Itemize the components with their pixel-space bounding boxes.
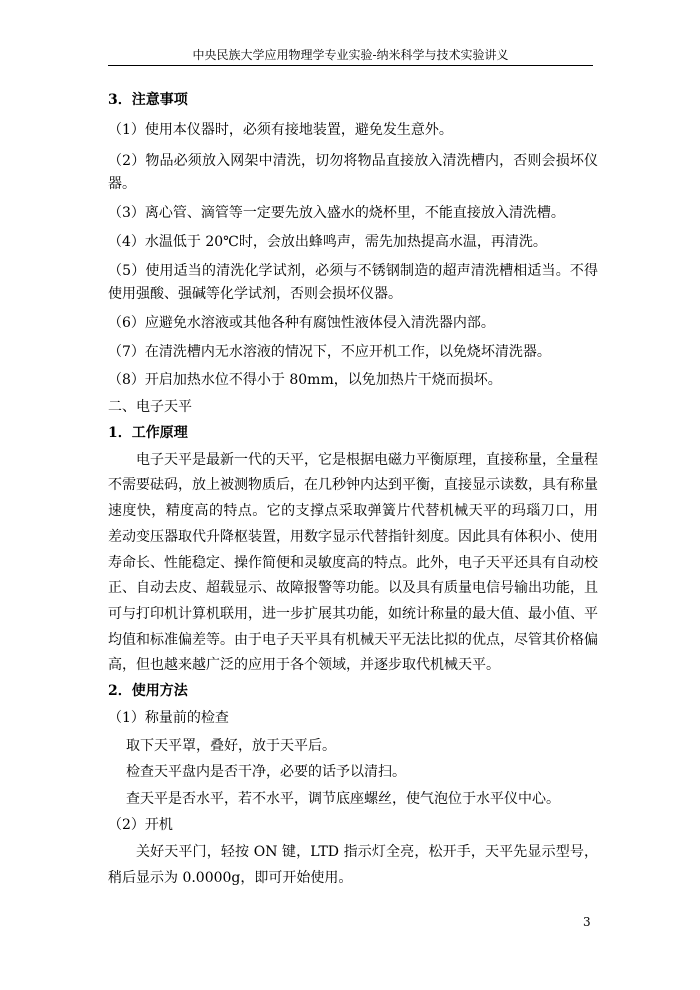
paragraph-line: （1）使用本仪器时，必须有接地装置，避免发生意外。 <box>108 122 453 138</box>
paragraph-line: （2）物品必须放入网架中清洗，切勿将物品直接放入清洗槽内，否则会损坏仪 <box>108 153 598 169</box>
paragraph-line: 正、自动去皮、超载显示、故障报警等功能。以及具有质量电信号输出功能，且 <box>108 580 598 596</box>
paragraph-line: 均值和标准偏差等。由于电子天平具有机械天平无法比拟的优点，尽管其价格偏 <box>108 632 598 648</box>
paragraph-line: 可与打印机计算机联用，进一步扩展其功能，如统计称量的最大值、最小值、平 <box>108 606 598 622</box>
paragraph-line: （8）开启加热水位不得小于 80mm，以免加热片干烧而损坏。 <box>108 372 502 388</box>
paragraph-line: （4）水温低于 20℃时，会放出蜂鸣声，需先加热提高水温，再清洗。 <box>108 234 547 250</box>
page-header: 中央民族大学应用物理学专业实验-纳米科学与技术实验讲义 <box>192 48 509 62</box>
section-heading: 2．使用方法 <box>108 683 188 699</box>
paragraph-line: （7）在清洗槽内无水溶液的情况下，不应开机工作，以免烧坏清洗器。 <box>108 344 551 360</box>
paragraph-line: 使用强酸、强碱等化学试剂，否则会损坏仪器。 <box>108 286 402 302</box>
paragraph-line: 稍后显示为 0.0000g，即可开始使用。 <box>108 870 353 886</box>
paragraph-line: 关好天平门，轻按 ON 键，LTD 指示灯全亮，松开手，天平先显示型号， <box>136 844 598 860</box>
paragraph-line: 检查天平盘内是否干净，必要的话予以清扫。 <box>126 764 406 780</box>
section-heading: 1．工作原理 <box>108 425 188 441</box>
paragraph-line: 高，但也越来越广泛的应用于各个领域，并逐步取代机械天平。 <box>108 657 500 673</box>
paragraph-line: 差动变压器取代升降枢装置，用数字显示代替指针刻度。因此具有体积小、使用 <box>108 529 598 545</box>
paragraph-line: 寿命长、性能稳定、操作简便和灵敏度高的特点。此外，电子天平还具有自动校 <box>108 555 598 571</box>
section-heading: 二、电子天平 <box>108 399 192 415</box>
paragraph-line: 电子天平是最新一代的天平，它是根据电磁力平衡原理，直接称量，全量程 <box>136 452 598 468</box>
paragraph-line: 查天平是否水平，若不水平，调节底座螺丝，使气泡位于水平仪中心。 <box>126 791 560 807</box>
header-rule <box>108 65 593 66</box>
paragraph-line: （6）应避免水溶液或其他各种有腐蚀性液体侵入清洗器内部。 <box>108 315 495 331</box>
paragraph-line: 取下天平罩，叠好，放于天平后。 <box>126 738 336 754</box>
paragraph-line: 器。 <box>108 176 136 192</box>
paragraph-line: （5）使用适当的清洗化学试剂，必须与不锈钢制造的超声清洗槽相适当。不得 <box>108 263 598 279</box>
paragraph-line: （3）离心管、滴管等一定要先放入盛水的烧杯里，不能直接放入清洗槽。 <box>108 205 565 221</box>
page-number: 3 <box>583 915 591 929</box>
section-heading: 3．注意事项 <box>108 92 188 108</box>
paragraph-line: 不需要砝码，放上被测物质后，在几秒钟内达到平衡，直接显示读数，具有称量 <box>108 477 598 493</box>
paragraph-line: 速度快，精度高的特点。它的支撑点采取弹簧片代替机械天平的玛瑙刀口，用 <box>108 503 598 519</box>
paragraph-line: （1）称量前的检查 <box>108 710 229 726</box>
paragraph-line: （2）开机 <box>108 817 173 833</box>
